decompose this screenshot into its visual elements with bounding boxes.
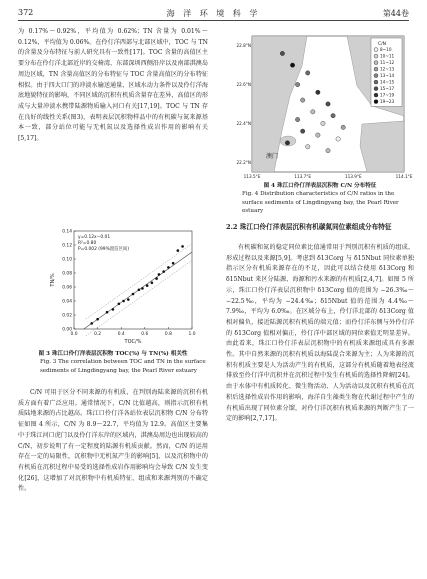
y-tick-label: 0.14 (62, 229, 72, 235)
data-point (155, 277, 158, 280)
page-number: 372 (18, 8, 34, 17)
x-tick-label: 0.2 (94, 332, 102, 337)
x-tick-label: 0.0 (70, 332, 78, 337)
data-point (96, 318, 99, 321)
x-tick-label: 0.4 (117, 332, 125, 337)
x-tick-label: 1.0 (188, 332, 196, 337)
latitude-label: 22.6°N (236, 82, 251, 88)
station-marker (300, 129, 304, 133)
figure-4-caption-zh: 图 4 珠江口伶仃洋表层沉积物 C/N 分布特征 (263, 183, 377, 189)
legend-swatch (374, 61, 378, 65)
latitude-label: 22.4°N (236, 120, 251, 126)
legend-label: 19~23 (380, 99, 395, 104)
station-marker (306, 71, 310, 75)
x-axis-label: TOC/% (124, 339, 142, 345)
longitude-label: 113.5°E (243, 174, 261, 179)
legend-swatch (374, 54, 378, 58)
legend-swatch (374, 100, 378, 104)
station-marker (311, 110, 315, 114)
latitude-label: 22.8°N (236, 43, 251, 49)
paragraph: 为 0.17%～0.92%，平均值为 0.62%；TN 含量为 0.01%～0.12%，平均值为 0.06%。在伶仃洋西部与北部区域中，TOC 与 TN 的含量及分布特征与前人研究具有一致性[17]。TOC 含量的高值区主要分布在伶仃洋北部近岸的交椅湾、东部深圳西侧沿岸以及南部淇澳岛周边区域，TN 含量高值区的分布特征与 TOC 含量高值区的分布特征相似。由于四大口门的冲淡水输送通量、区域水动力条件以及伶仃洋海底地貌特征的影响，不同区域的沉积有机质含量存在差异，高值区的形成与大量冲淡水携带陆源物质输入河口有关[17,19]。TOC 与 TN 存在良好的线性关系(图3)，表明表层沉积物样品中的有机碳与氮来源基本一致，部分站位可能与无机氮以及选择性成岩作用的影响有关[5,17]。 (18, 28, 208, 143)
regression-stat: P=0.002 (99%置信区间) (78, 247, 130, 252)
left-column-bottom (18, 388, 208, 495)
header-rule (18, 20, 409, 21)
place-label: 澳门 (266, 153, 279, 160)
data-point (172, 262, 175, 265)
station-marker (300, 98, 304, 102)
longitude-label: 113.9°E (344, 174, 362, 179)
legend-label: 12~13 (380, 66, 395, 72)
station-marker (331, 113, 335, 117)
station-marker (295, 117, 299, 121)
section-heading: 2.2 珠江口伶仃洋表层沉积有机碳氮同位素组成分布特征 (226, 223, 392, 231)
data-point (118, 303, 121, 306)
y-tick-label: 0.08 (62, 271, 72, 277)
legend-label: 13~14 (380, 73, 395, 78)
data-point (162, 270, 165, 273)
data-point (127, 298, 130, 301)
south-east-land (360, 121, 404, 172)
journal-title: 海 洋 环 境 科 学 (166, 9, 261, 18)
y-axis-label: TN/% (50, 273, 56, 287)
station-marker (285, 141, 289, 145)
y-tick-label: 0.12 (62, 243, 72, 249)
figure-3-caption-en: Fig. 3 The correlation between TOC and TN in the surface sediments of Lingdingyang bay, the Pearl River estuary (40, 359, 206, 374)
station-marker (290, 63, 294, 67)
regression-stat: R²=0.80 (78, 241, 97, 246)
legend-swatch (374, 87, 378, 91)
y-tick-label: 0.04 (62, 299, 72, 305)
y-tick-label: 0.06 (62, 285, 72, 291)
figure-4-caption (226, 182, 414, 216)
legend-label: 11~12 (380, 60, 395, 65)
regression-stat: y=0.12x−0.01 (78, 235, 111, 240)
data-point (122, 300, 125, 303)
data-point (106, 311, 109, 314)
data-point (167, 266, 170, 269)
legend-label: 14~15 (380, 79, 395, 85)
data-point (181, 245, 184, 248)
station-marker (316, 90, 320, 94)
station-marker (326, 102, 330, 106)
data-point (177, 249, 180, 252)
y-tick-label: 0.00 (62, 327, 72, 333)
data-point (132, 293, 135, 296)
station-marker (341, 125, 345, 129)
legend-label: 10~11 (380, 53, 395, 59)
paragraph: 有机碳和氮的稳定同位素比值通常用于判别沉积有机质的组成、形成过程以及来源[5,9]。考虑到 δ13Corg 与 δ15Nbut 同位素单独指示区分有机质来源存在的不足，因此可以结合使用 δ13Corg 和 δ15Nbut 来区分陆源、海源和污水来源的有机质[2,4,7]。如图 5 所示，珠江口伶仃洋表层沉积物中 δ13Corg 值的范围为 −26.3‰～−22.5‰，平均为 −24.4‰；δ15Nbut 值的范围为 4.4‰～7.9‰，平均为 6.0‰。在区域分布上，伶仃洋北部的 δ13Corg 值相对偏负，接近陆源沉积有机质的端元值；而伶仃洋东侧与外伶仃洋的 δ13Corg 值相对偏正，伶仃洋中部区域的同位素值无明显差异。由此看来，珠江口伶仃洋表层沉积物中的有机质来源组成具有多源性。其中自然来源的沉积有机质以海陆混合来源为主；人为来源的沉积有机质主要是人为活动产生的有机质，这部分有机质随着地表径流排放至伶仃洋中沉积并在沉积过程中发生有机质的选择性降解[24]。由于水体中有机质转化、微生物活动、人为活动以及沉积有机质在沉积后选择性成岩作用的影响，海洋自生藻类生物在代谢过程中产生的有机质出现了同位素分馏，对伶仃洋沉积有机质来源的判断产生了一定的影响[2,7,17]。 (226, 244, 414, 423)
legend-swatch (374, 93, 378, 97)
legend-swatch (374, 48, 378, 52)
data-point (158, 273, 161, 276)
data-point (151, 282, 154, 285)
right-column-bottom (226, 243, 414, 425)
confidence-band-line (86, 244, 192, 320)
station-marker (321, 121, 325, 125)
y-tick-label: 0.10 (62, 257, 72, 263)
figure-3-caption (18, 350, 208, 375)
station-marker (336, 137, 340, 141)
station-marker (316, 133, 320, 137)
legend-label: 8~10 (380, 47, 392, 52)
left-column-top (18, 27, 208, 145)
data-point (146, 284, 149, 287)
data-point (141, 287, 144, 290)
x-tick-label: 0.8 (164, 332, 172, 337)
data-point (112, 308, 115, 311)
legend-label: 17~19 (380, 92, 395, 98)
data-point (138, 289, 141, 292)
data-point (90, 322, 93, 325)
longitude-label: 114.1°E (395, 174, 413, 179)
cn-distribution-map (234, 30, 413, 180)
paragraph: C/N 可用于区分不同来源的有机质，在判别海陆来源的沉积有机质方面有着广泛应用。通常情况下，C/N 比值越高，则指示沉积有机质陆地来源的占比越高。珠江口伶仃洋各站位表层沉积物 C/N 分布特征如图 4 所示，C/N 为 8.9～22.7，平均值为 12.9。高值区主要集中于珠江河口虎门以及伶仃洋东岸的区域内，淇澳岛周边也出现较高的 C/N，初步说明了有一定程度的陆源有机质贡献。然而，C/N 的运用存在一定的局限性，沉积物中无机氮产生的影响[5]，以及沉积物中的有机质在沉积过程中易受的选择性成岩作用影响均会导致 C/N 发生变化[26]，这增加了对沉积物中有机质特征、组成和来源判别的不确定性。 (18, 389, 208, 493)
latitude-label: 22.2°N (236, 159, 251, 165)
legend-swatch (374, 74, 378, 78)
station-marker (306, 145, 310, 149)
station-marker (326, 148, 330, 152)
volume-label: 第44卷 (382, 9, 409, 18)
legend-title: C/N (377, 42, 387, 47)
legend-label: 15~17 (380, 86, 395, 91)
figure-4-caption-en: Fig. 4 Distribution characteristics of C/N ratios in the surface sediments of Lingdingyang bay, the Pearl River estuary (242, 191, 399, 215)
y-tick-label: 0.02 (62, 313, 72, 319)
x-tick-label: 0.6 (141, 332, 149, 337)
toc-tn-scatter-chart (48, 225, 198, 350)
legend-swatch (374, 67, 378, 71)
legend-swatch (374, 80, 378, 84)
longitude-label: 113.7°E (294, 174, 312, 179)
figure-3-caption-zh: 图 3 珠江口伶仃洋表层沉积物 TOC(%) 与 TN(%) 相关性 (38, 351, 188, 357)
station-marker (280, 51, 284, 55)
confidence-band-line (86, 260, 192, 336)
station-marker (295, 82, 299, 86)
